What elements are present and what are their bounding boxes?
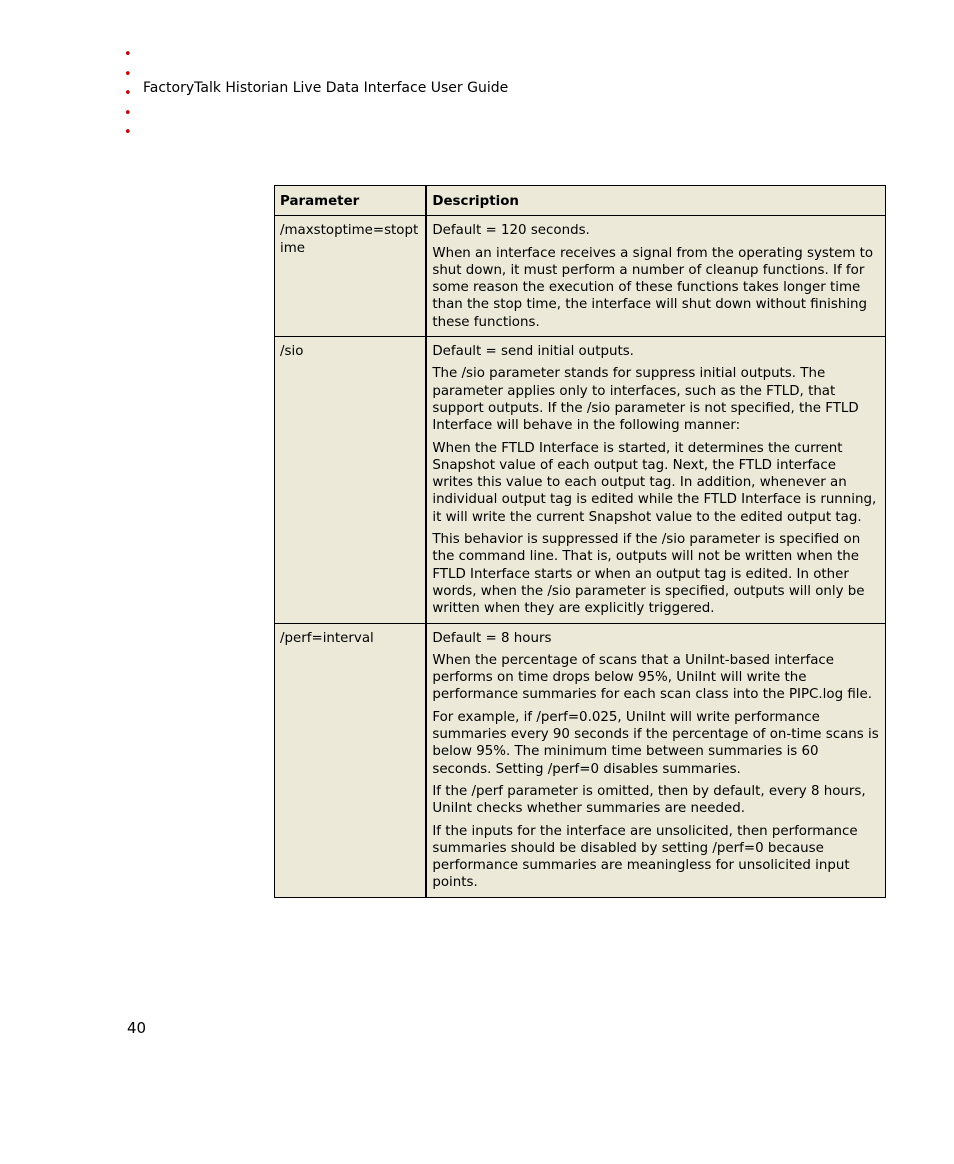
parameter-table (274, 185, 886, 898)
description-paragraph: When the percentage of scans that a UniInt-based interface performs on time drops below 95%, UniInt will write the performance summaries for each scan class into the PIPC.log file. (432, 652, 872, 703)
description-paragraph: When the FTLD Interface is started, it determines the current Snapshot value of each output tag. Next, the FTLD interface writes this value to each output tag. In addition, whenever an individual output tag is edited while the FTLD Interface is running, it will write the current Snapshot value to the edited output tag. (432, 440, 877, 525)
parameter-name: /perf=interval (275, 623, 427, 897)
table-row (275, 623, 886, 897)
bullet-marker: • (124, 47, 132, 62)
parameter-name: /maxstoptime=stoptime (275, 216, 427, 337)
bullet-marker: • (124, 125, 132, 140)
table-header-row (275, 186, 886, 216)
description-paragraph: The /sio parameter stands for suppress initial outputs. The parameter applies only to interfaces, such as the FTLD, that support outputs. If the /sio parameter is not specified, the FTLD Interface will behave in the following manner: (432, 366, 859, 434)
description-paragraph: For example, if /perf=0.025, UniInt will write performance summaries every 90 seconds if the percentage of on-time scans is below 95%. The minimum time between summaries is 60 seconds. Setting /perf=0 disables summaries. (432, 709, 879, 777)
description-paragraph: If the /perf parameter is omitted, then by default, every 8 hours, UniInt checks whether summaries are needed. (432, 783, 866, 817)
bullet-marker: • (124, 106, 132, 121)
description-paragraph: This behavior is suppressed if the /sio parameter is specified on the command line. That is, outputs will not be written when the FTLD Interface starts or when an output tag is edited. In other words, when the /sio parameter is specified, outputs will only be written when they are explicitly triggered. (432, 532, 865, 617)
document-title: FactoryTalk Historian Live Data Interface User Guide (143, 80, 509, 96)
parameter-description (426, 216, 885, 337)
parameter-description (426, 623, 885, 897)
parameter-description (426, 337, 885, 623)
parameter-name: /sio (275, 337, 427, 623)
description-paragraph: Default = 120 seconds. (432, 223, 590, 239)
table-row (275, 216, 886, 337)
description-paragraph: If the inputs for the interface are unsolicited, then performance summaries should be disabled by setting /perf=0 because performance summaries are meaningless for unsolicited input points. (432, 823, 858, 891)
page-number: 40 (127, 1019, 147, 1037)
description-paragraph: Default = send initial outputs. (432, 344, 634, 360)
description-paragraph: When an interface receives a signal from the operating system to shut down, it must perform a number of cleanup functions. If for some reason the execution of these functions takes longer time than the stop time, the interface will shut down without finishing these functions. (432, 245, 874, 330)
table-row (275, 337, 886, 623)
bullet-marker: • (124, 67, 132, 82)
bullet-marker: • (124, 86, 132, 101)
column-header-parameter: Parameter (275, 186, 427, 216)
column-header-description: Description (426, 186, 885, 216)
description-paragraph: Default = 8 hours (432, 630, 552, 646)
